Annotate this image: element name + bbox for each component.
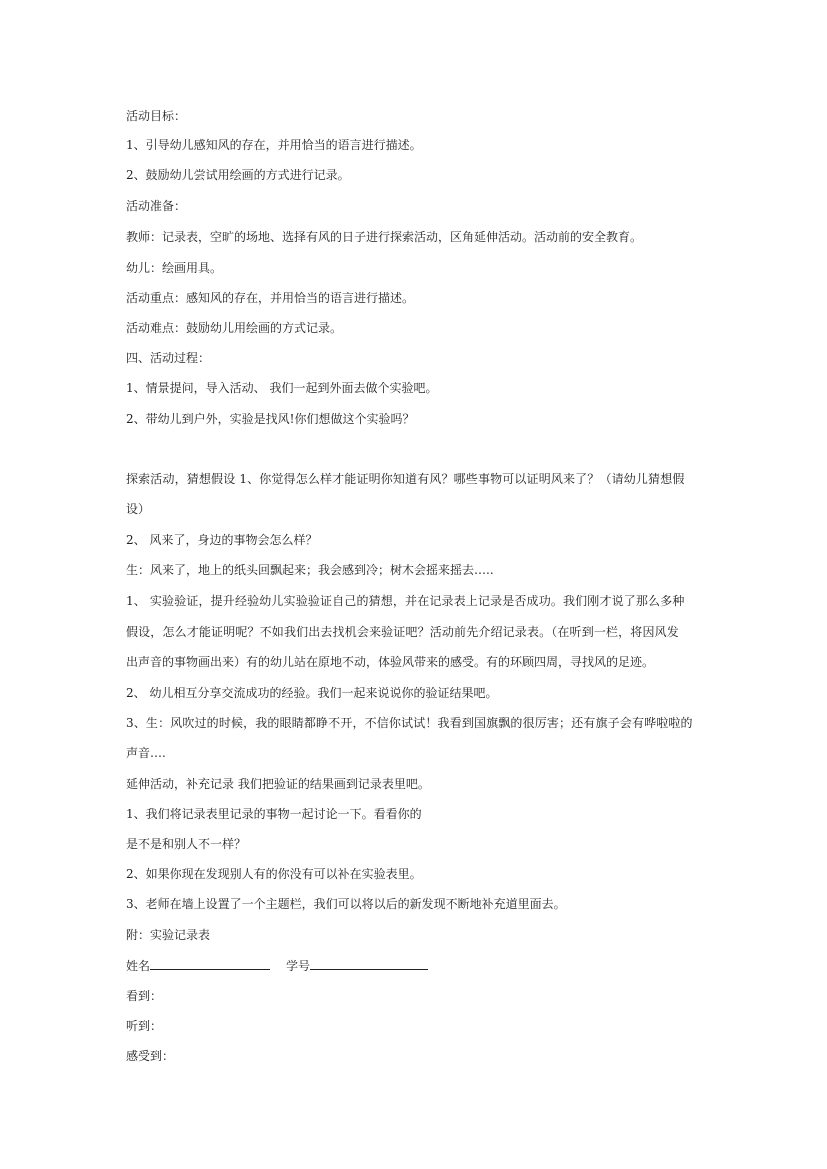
question-2: 2、 风来了，身边的事物会怎么样？ xyxy=(126,533,318,547)
verify-line-1: 1、 实验验证，提升经验幼儿实验验证自己的猜想，并在记录表上记录是否成功。我们刚才说了那么多种 xyxy=(126,594,685,608)
verify-line-3: 出声音的事物画出来）有的幼儿站在原地不动，体验风带来的感受。有的环顾四周，寻找风的足迹。 xyxy=(126,655,655,669)
appendix-heading: 附：实验记录表 xyxy=(126,928,211,942)
child-answer: 生：风来了，地上的纸头回飘起来；我会感到冷；树木会摇来摇去….. xyxy=(126,563,494,577)
student-id-blank[interactable] xyxy=(310,957,428,970)
explore-line-1: 探索活动，猜想假设 1、你觉得怎么样才能证明你知道有风？哪些事物可以证明风来了？（请幼儿猜想假 xyxy=(126,472,685,486)
student-id-label: 学号 xyxy=(286,959,311,973)
goal-item-1: 1、引导幼儿感知风的存在，并用恰当的语言进行描述。 xyxy=(126,138,422,152)
saw-label: 看到： xyxy=(126,989,163,1003)
child-3-line-2: 声音…. xyxy=(126,746,166,760)
process-heading: 四、活动过程： xyxy=(126,351,211,365)
extend-item-2: 2、如果你现在发现别人有的你没有可以补在实验表里。 xyxy=(126,867,422,881)
name-label: 姓名 xyxy=(126,959,151,973)
heard-label: 听到： xyxy=(126,1019,163,1033)
verify-line-2: 假设，怎么才能证明呢？不如我们出去找机会来验证吧？活动前先介绍记录表。（在听到一栏，将因风发 xyxy=(126,625,679,639)
prep-child: 幼儿：绘画用具。 xyxy=(126,261,223,275)
felt-label: 感受到： xyxy=(126,1049,175,1063)
name-blank[interactable] xyxy=(150,957,270,970)
difficulty: 活动难点：鼓励幼儿用绘画的方式记录。 xyxy=(126,321,343,335)
record-form-header xyxy=(126,957,428,974)
key-point: 活动重点：感知风的存在，并用恰当的语言进行描述。 xyxy=(126,291,415,305)
extend-item-3: 3、老师在墙上设置了一个主题栏，我们可以将以后的新发现不断地补充道里面去。 xyxy=(126,897,566,911)
child-3-line-1: 3、生：风吹过的时候，我的眼睛都睁不开，不信你试试！我看到国旗飘的很厉害；还有旗子会有哗啦啦的 xyxy=(126,716,693,730)
extend-item-1a: 1、我们将记录表里记录的事物一起讨论一下。看看你的 xyxy=(126,807,422,821)
extend-item-1b: 是不是和别人不一样？ xyxy=(126,837,247,851)
extend-heading: 延伸活动，补充记录 我们把验证的结果画到记录表里吧。 xyxy=(126,777,430,791)
explore-line-2: 设） xyxy=(126,502,151,516)
prep-teacher: 教师：记录表，空旷的场地、选择有风的日子进行探索活动，区角延伸活动。活动前的安全教育。 xyxy=(126,230,643,244)
goal-heading: 活动目标： xyxy=(126,109,187,123)
process-step-1: 1、情景提问，导入活动、 我们一起到外面去做个实验吧。 xyxy=(126,381,438,395)
prep-heading: 活动准备： xyxy=(126,199,187,213)
goal-item-2: 2、鼓励幼儿尝试用绘画的方式进行记录。 xyxy=(126,168,350,182)
process-step-2: 2、带幼儿到户外，实验是找风!你们想做这个实验吗？ xyxy=(126,412,415,426)
share-line: 2、 幼儿相互分享交流成功的经验。我们一起来说说你的验证结果吧。 xyxy=(126,686,498,700)
